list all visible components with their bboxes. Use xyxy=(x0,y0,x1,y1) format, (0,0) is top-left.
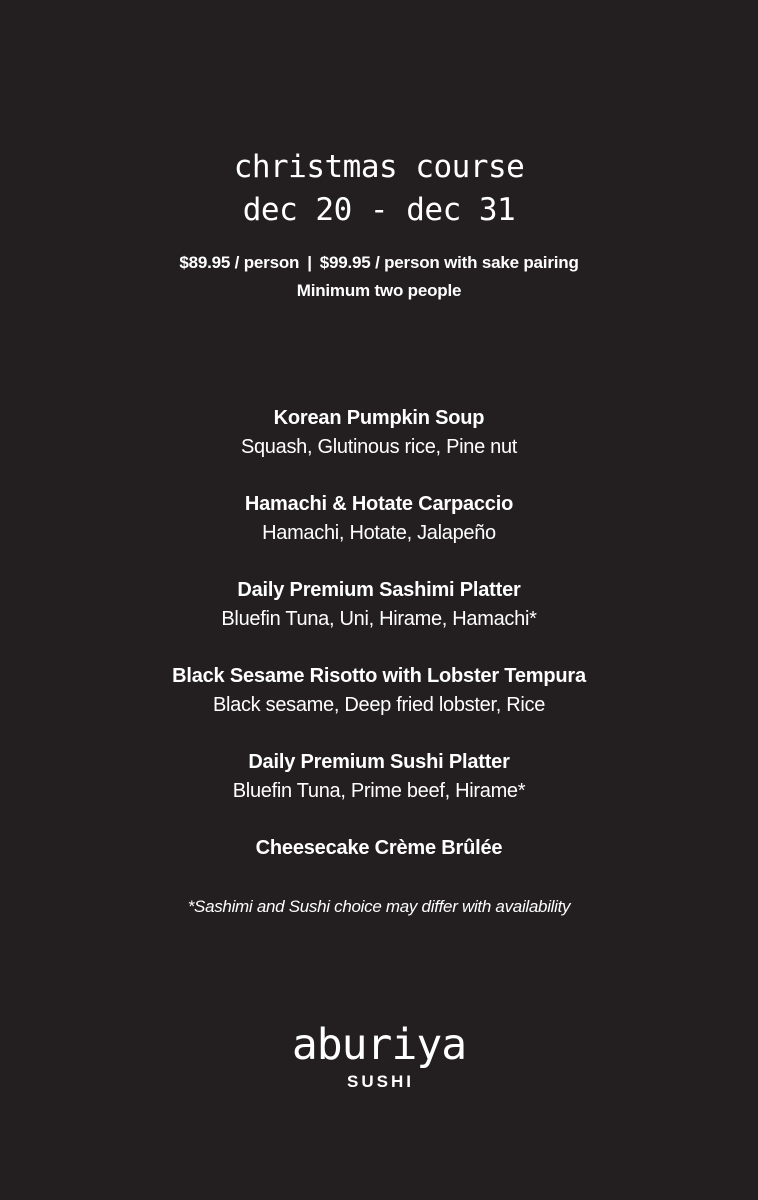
course-name: Daily Premium Sushi Platter xyxy=(248,751,510,773)
course-description: Bluefin Tuna, Uni, Hirame, Hamachi* xyxy=(221,608,537,630)
course-name: Hamachi & Hotate Carpaccio xyxy=(244,493,514,515)
course-item xyxy=(0,747,758,805)
course-item xyxy=(0,661,758,719)
logo-subtitle: SUSHI xyxy=(347,1072,414,1091)
minimum-note: Minimum two people xyxy=(296,281,462,300)
pricing-line xyxy=(0,251,758,275)
course-name: Cheesecake Crème Brûlée xyxy=(255,837,503,859)
course-name: Daily Premium Sashimi Platter xyxy=(237,579,521,601)
course-description: Bluefin Tuna, Prime beef, Hirame* xyxy=(232,780,526,802)
price-separator: | xyxy=(307,253,312,272)
course-item xyxy=(0,833,758,863)
aburiya-logo xyxy=(0,1020,758,1093)
price-with-pairing: $99.95 / person with sake pairing xyxy=(319,253,579,272)
course-item xyxy=(0,575,758,633)
course-description: Hamachi, Hotate, Jalapeño xyxy=(262,522,496,544)
course-item xyxy=(0,489,758,547)
availability-note: *Sashimi and Sushi choice may differ with availability xyxy=(187,897,571,916)
logo-wordmark: aburiya xyxy=(291,1020,467,1070)
course-description: Squash, Glutinous rice, Pine nut xyxy=(240,436,518,458)
course-item xyxy=(0,403,758,461)
course-description: Black sesame, Deep fried lobster, Rice xyxy=(212,694,546,716)
menu-dates: dec 20 - dec 31 xyxy=(242,192,516,228)
menu-title: christmas course xyxy=(233,149,525,185)
course-name: Korean Pumpkin Soup xyxy=(273,407,485,429)
price-per-person: $89.95 / person xyxy=(179,253,300,272)
course-name: Black Sesame Risotto with Lobster Tempura xyxy=(172,665,586,687)
